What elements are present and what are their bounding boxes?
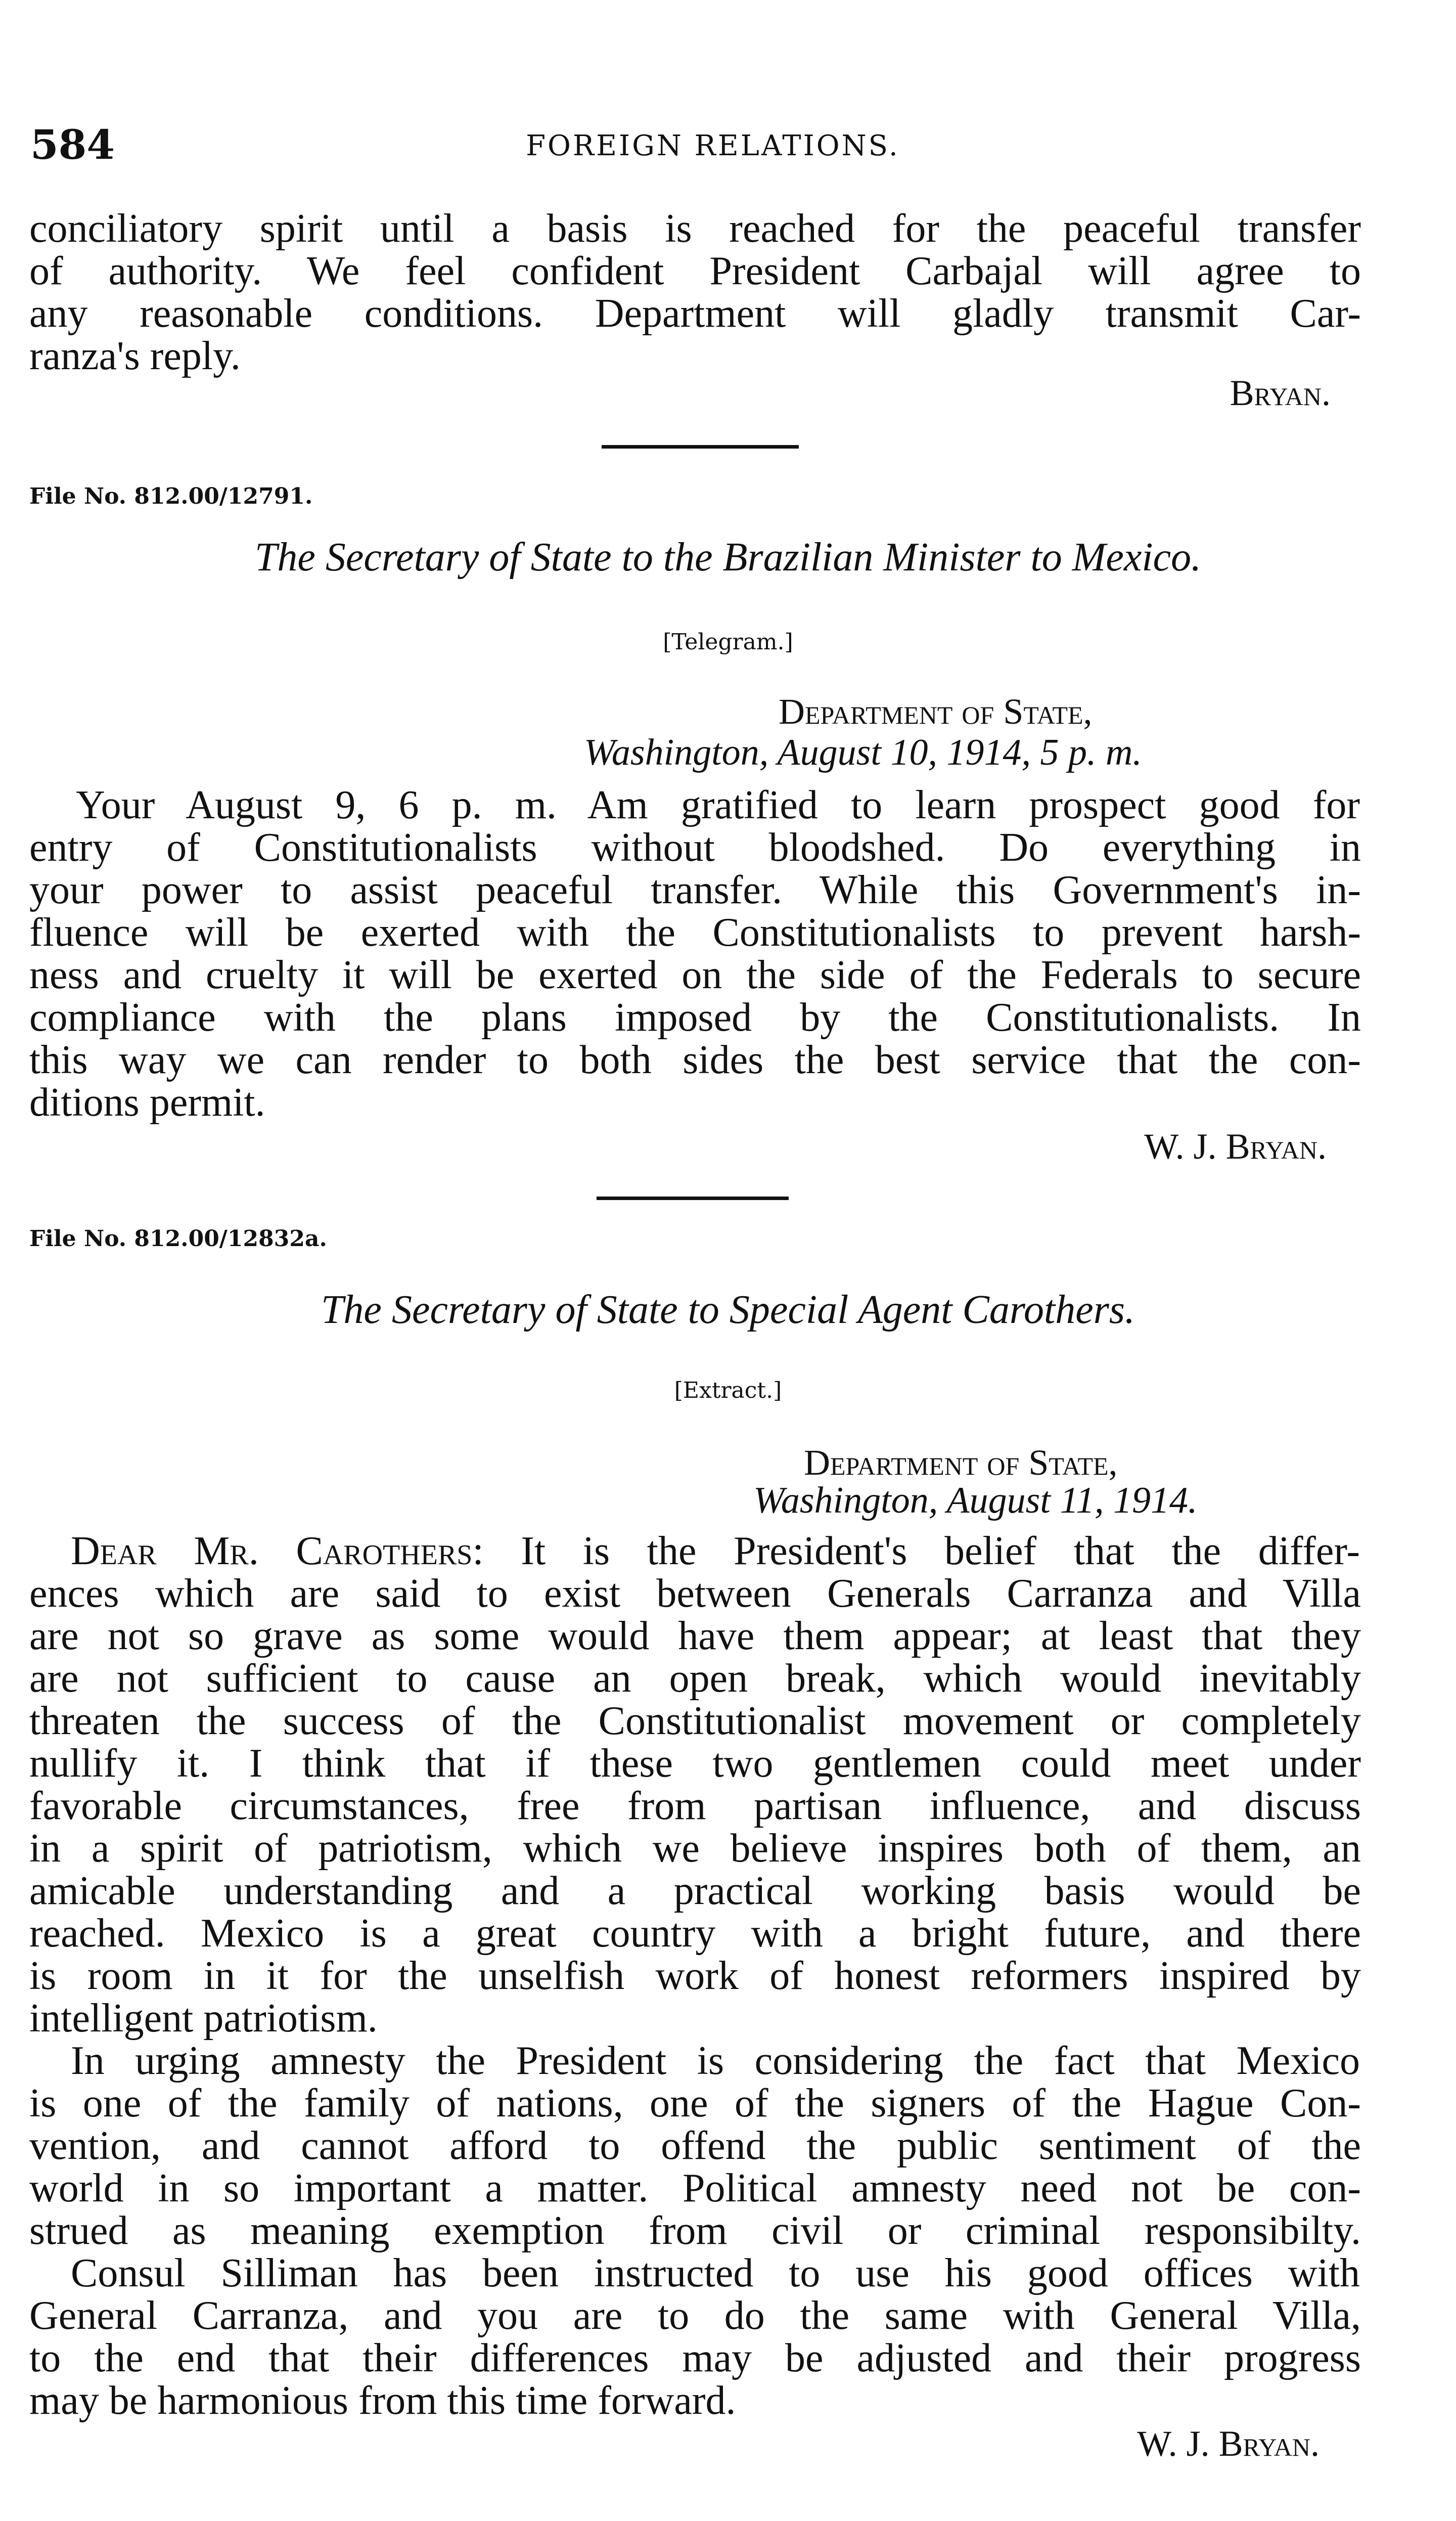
document-note: [Telegram.] — [663, 629, 793, 655]
salutation: Dear Mr. Carothers: — [71, 1529, 484, 1573]
page-header — [30, 119, 1395, 180]
section-divider — [597, 1197, 789, 1200]
body-line: is room in it for the unselfish work of honest reformers inspired by — [29, 1954, 1361, 1998]
body-line: ences which are said to exist between Generals Carranza and Villa — [29, 1571, 1361, 1616]
body-line: may be harmonious from this time forward. — [29, 2378, 736, 2423]
body-line: in a spirit of patriotism, which we believe inspires both of them, an — [29, 1826, 1361, 1871]
body-line: reached. Mexico is a great country with a bright future, and there — [29, 1911, 1361, 1956]
body-line: of authority. We feel confident President Carbajal will agree to — [29, 249, 1361, 293]
dateline: Washington, August 11, 1914. — [753, 1480, 1198, 1521]
dept-line: Department of State, — [804, 1442, 1118, 1483]
body-line: are not so grave as some would have them appear; at least that they — [29, 1614, 1361, 1658]
page-number: 584 — [30, 121, 115, 168]
body-line — [71, 1530, 1360, 1572]
document-title: The Secretary of State to Special Agent Carothers. — [321, 1288, 1135, 1332]
body-line: nullify it. I think that if these two gentlemen could meet under — [29, 1741, 1361, 1786]
body-line: In urging amnesty the President is considering the fact that Mexico — [71, 2039, 1360, 2083]
body-line: fluence will be exerted with the Constitutionalists to prevent harsh- — [29, 910, 1361, 955]
section-divider — [602, 445, 799, 449]
body-line: ness and cruelty it will be exerted on the side of the Federals to secure — [29, 953, 1361, 997]
body-line: Consul Silliman has been instructed to use his good offices with — [71, 2251, 1360, 2295]
body-line: to the end that their differences may be adjusted and their progress — [29, 2336, 1361, 2380]
dateline: Washington, August 10, 1914, 5 p. m. — [584, 732, 1142, 773]
salutation-text: It is the President's belief that the differ- — [521, 1529, 1360, 1573]
signature: W. J. Bryan. — [1144, 1126, 1327, 1167]
dept-line: Department of State, — [779, 691, 1093, 732]
body-line: ditions permit. — [29, 1080, 265, 1125]
body-line: strued as meaning exemption from civil or criminal responsibilty. — [29, 2208, 1361, 2253]
body-line: world in so important a matter. Political amnesty need not be con- — [29, 2166, 1361, 2210]
body-line: are not sufficient to cause an open break, which would inevitably — [29, 1656, 1361, 1701]
body-line: Your August 9, 6 p. m. Am gratified to learn prospect good for — [76, 783, 1360, 827]
body-line: General Carranza, and you are to do the same with General Villa, — [29, 2293, 1361, 2338]
file-number: File No. 812.00/12832a. — [29, 1226, 327, 1252]
body-line: threaten the success of the Constitutionalist movement or completely — [29, 1699, 1361, 1743]
body-line: ranza's reply. — [29, 334, 241, 378]
document-note: [Extract.] — [674, 1378, 782, 1403]
body-line: any reasonable conditions. Department will gladly transmit Car- — [29, 291, 1361, 336]
body-line: this way we can render to both sides the best service that the con- — [29, 1038, 1361, 1082]
body-line: compliance with the plans imposed by the Constitutionalists. In — [29, 995, 1361, 1040]
document-title: The Secretary of State to the Brazilian Minister to Mexico. — [254, 535, 1202, 580]
body-line: vention, and cannot afford to offend the public sentiment of the — [29, 2124, 1361, 2168]
signature: Bryan. — [1230, 373, 1331, 413]
running-head: FOREIGN RELATIONS. — [526, 129, 900, 162]
body-line: conciliatory spirit until a basis is reached for the peaceful transfer — [29, 206, 1361, 251]
body-line: is one of the family of nations, one of the signers of the Hague Con- — [29, 2081, 1361, 2126]
body-line: intelligent patriotism. — [29, 1996, 378, 2041]
body-line: amicable understanding and a practical working basis would be — [29, 1869, 1361, 1913]
signature: W. J. Bryan. — [1137, 2423, 1320, 2464]
body-line: favorable circumstances, free from partisan influence, and discuss — [29, 1784, 1361, 1828]
body-line: your power to assist peaceful transfer. While this Government's in- — [29, 868, 1361, 912]
body-line: entry of Constitutionalists without bloodshed. Do everything in — [29, 825, 1361, 870]
file-number: File No. 812.00/12791. — [29, 483, 313, 509]
